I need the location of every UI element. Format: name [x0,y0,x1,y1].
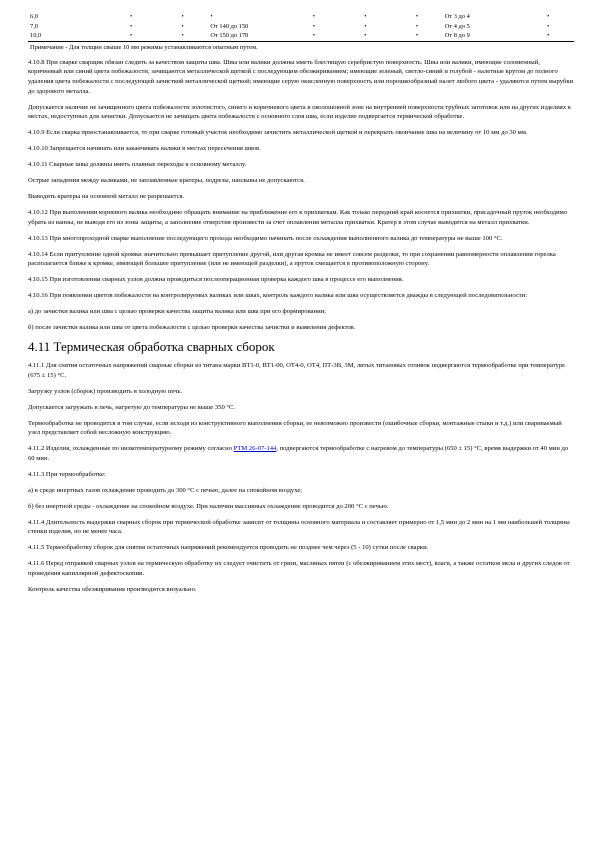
table-cell: От 150 до 170 [208,31,288,41]
paragraphs-section-4-11-part2 [28,470,574,595]
table-cell: • [340,31,392,41]
section-heading: 4.11 Термическая обработка сварных сборок [28,339,275,355]
paragraph: Допускается наличие не зачищенного цвета побежалости золотистого, синего и коричневого цвета в околошовной зоне на внутренней поверхности трубных заготовок или на других изделиях в местах, недоступных для зачистки. Допускается не зачищать цвета побежалости с основного слоя шва, если изделие подвергается термической обработке. [28,103,571,121]
paragraph: 4.10.9 Если сварка приостанавливается, то при сварке готовый участок необходимо зачистить металлической щеткой и перекрыть окончание шва на величину от 10 мм до 30 мм. [28,129,528,137]
paragraph-4-11-2 [28,444,574,463]
paragraph: Термообработка не проводится в том случае, если исходя из конструктивного выполнения сборки, ее невозможно произвести (ошибочные сборки, монтажные стыки и т.д.) или свариваемый узел представляет собой несложную конструкцию. [28,419,562,437]
paragraph: Острые западения между валиками, не заплавленные кратеры, подрезы, наплывы не допускаются. [28,177,305,185]
paragraph: а) до зачистки валика или шва с целью проверки качества защиты валика или шва при его формировании; [28,308,326,316]
table-cell: • [547,13,550,20]
paragraphs-section-4-10 [28,58,574,333]
paragraph: 4.10.15 При изготовлении сварных узлов должна проводиться послеоперационная проверка каждого шва в процессе его выполнения. [28,276,404,284]
paragraph: 4.10.12 При выполнении корневого валика необходимо обращать внимание на приближение его к прихваткам. Как только передний край коснется прихватки, присадочный пруток необходимо убрать из ванны, не выводя его из зоны защиты, а заполнение отверстия произвести за счет оплавления металла прихватки. Кратер в этом случае выводится на металл прихватки. [28,209,568,226]
paragraph: 4.11.3 При термообработке: [28,470,106,478]
table-row [28,22,574,32]
welding-modes-table [28,12,574,42]
table-cell: • [129,22,133,30]
paragraph: 4.10.10 Запрещается начинать или заканчивать валики в местах пересечения швов. [28,145,261,153]
paragraph: б) без инертной среды - охлаждение на спокойном воздухе. При наличии массивных охлаждение проводится до 200 °С с печью. [28,502,389,510]
paragraph: Выводить кратеры на основной металл не разрешается. [28,193,185,201]
table-cell: От 4 до 5 [444,22,470,30]
paragraph: 4.10.8 При сварке сварщик обязан следить за качеством защиты шва. Швы или валики должны иметь блестящую серебристую поверхность. Швы или валики, имеющие соломенный, коричневый или синий цвета побежалости, зачищаются металлической щеткой с последующим обезжириванием; имеющие зеленый, светло-синий и голубой - налетные кругом до полного удаления цвета побежалости с последующей зачисткой металлической щеткой; имеющие серую окисленную поверхность или порошкообразный налет любого цвета - удаляются путем вырубки до здорового металла. [28,58,574,95]
table-cell: • [547,22,550,30]
paragraph-text: , подвергаются термообработке с нагревом до температуры (650 ± 15) °С, время выдержки от 40 мин до 60 мин. [28,445,569,462]
document-page [28,12,574,601]
paragraph: 4.11.6 Перед отправкой сварных узлов на термическую обработку их следует очистить от грязи, масляных пятен (с обезжириванием этих мест), влаги, а также остатков мела и других следов от проведения капиллярной дефектоскопии. [28,560,570,577]
paragraphs-section-4-11-part1 [28,361,574,438]
paragraph: 4.11.1 Для снятия остаточных напряжений сварные сборки из титана марки ВТ1-0, ВТ1-00, ОТ4-0, ОТ4, ПТ-3В, 3М, литых титановых отливок подвергаются термообработке при температуре (675 ± 15) °С. [28,362,566,379]
paragraph: 4.10.16 При появлении цветов побежалости на контролируемых валиках или швах, контроль каждого валика или шва осуществляется дважды в следующей последовательности: [28,292,528,300]
table-cell: • [129,13,133,20]
table-cell: 6,0 [30,13,38,20]
table-cell: • [288,31,340,41]
table-cell: • [105,31,157,41]
paragraph-text: 4.11.2 Изделия, охлажденные по низкотемпературному режиму согласно [28,445,234,453]
table-cell: • [181,13,184,20]
paragraph: 4.11.4 Длительность выдержки сварных сборок при термической обработке зависит от толщины основного материала и составляет примерно от 1,5 мин до 2 мин на 1 мм наибольшей толщины стенки изделия, но не менее часа. [28,518,570,536]
table-cell: • [415,13,419,20]
paragraph: 4.10.14 Если притупление одной кромки значительно превышает притупление другой, или другая кромка не имеет совсем разделки, то при сохранении равномерности оплавления горелка располагается ближе к кромке, имеющей большее притупление (или не имеющей разделки), а пруток смещается в противоположную сторону. [28,250,556,268]
paragraph: 4.10.11 Сварные швы должны иметь плавные переходы к основному металлу. [28,161,247,169]
paragraph: Допускается загружать в печь, нагретую до температуры не выше 350 °С. [28,403,236,411]
table-body [28,12,574,41]
table-cell: • [210,13,213,20]
paragraph: б) после зачистки валика или шва от цвета побежалости с целью проверки качества зачистки и выявления дефектов. [28,324,356,332]
rtm-link[interactable]: РТМ 26-07-144 [233,445,277,453]
table-row [28,31,574,41]
table-cell: • [415,22,419,30]
paragraph: Загрузку узлов (сборок) производить в холодную печь. [28,387,183,395]
table-cell: • [522,31,574,41]
table-cell: • [312,13,315,20]
paragraph: 4.11.5 Термообработку сборок для снятия остаточных напряжений рекомендуется проводить не позднее чем через (5 - 10) сутки после сварки. [28,544,429,552]
table-row [28,12,574,22]
table-cell: 10,0 [28,31,105,41]
table-cell: • [364,22,367,30]
table-cell: От 8 до 9 [443,31,523,41]
table-cell: • [181,22,184,30]
table-cell: • [364,13,367,20]
paragraph: Контроль качества обезжиривания производится визуально. [28,585,197,593]
table-note: Примечание - Для толщин свыше 10 мм режимы устанавливаются опытным путем. [30,43,258,51]
table-cell: • [157,31,209,41]
table-cell: • [391,31,443,41]
paragraph: 4.10.13 При многопроходной сварке выполнение последующего прохода необходимо начинать после охлаждения выполненного валика до температуры не выше 100 °С. [28,234,503,242]
table-cell: От 3 до 4 [444,13,470,20]
table-cell: • [312,22,315,30]
table-cell: От 140 до 150 [210,22,249,30]
table-cell: 7,0 [30,22,38,30]
paragraph: а) в среде инертных газов охлаждение проводить до 300 °С с печью, далее на спокойном воздухе; [28,486,303,494]
